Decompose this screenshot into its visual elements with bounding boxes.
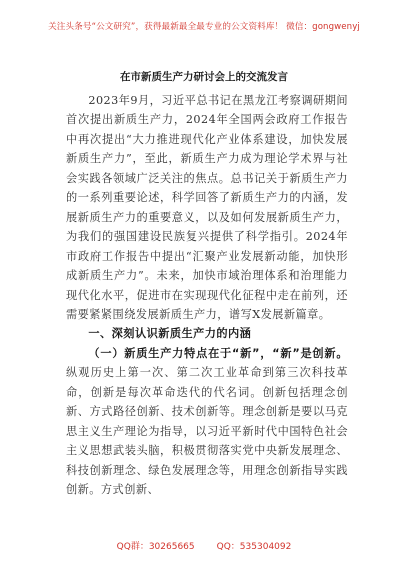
document-title: 在市新质生产力研讨会上的交流发言: [120, 71, 288, 83]
subsection-paragraph: [66, 344, 348, 500]
section-heading: 一、深刻认识新质生产力的内涵: [88, 327, 252, 341]
qq-contact-text: QQ：535304092: [216, 542, 292, 552]
top-banner: 关注头条号“公文研究”，获得最新最全最专业的公文资料库！ 微信：gongwenyj: [48, 22, 360, 32]
subsection-lead: （一）新质生产力特点在于“新”，“新”是创新。: [88, 346, 348, 360]
qq-group-text: QQ群：30265665: [116, 542, 195, 552]
intro-paragraph: 2023年9月，习近平总书记在黑龙江考察调研期间首次提出新质生产力，2024年全国两会政府工作报告中再次提出“大力推进现代化产业体系建设，加快发展新质生产力”，至此，新质生产力成为理论学术界与社会实践各领域广泛关注的焦点。总书记关于新质生产力的一系列重要论述，科学回答了新质生产力的内涵，发展新质生产力的重要意义，以及如何发展新质生产力，为我们的强国建设民族复兴提供了科学指引。2024年市政府工作报告中提出“汇聚产业发展新动能，加快形成新质生产力”。未来，加快市域治理体系和治理能力现代化水平，促进市在实现现代化征程中走在前列，还需要紧紧围绕发展新质生产力，谱写X发展新篇章。: [66, 94, 348, 321]
contact-footer: [0, 539, 408, 552]
subsection-body: 纵观历史上第一次、第二次工业革命到第三次科技革命，创新是每次革命迭代的代名词。创新包括理念创新、方式路径创新、技术创新等。理念创新是要以马克思主义生产理论为指导，以习近平新时代中国特色社会主义思想武装头脑，积极贯彻落实党中央新发展理念、科技创新理念、绿色发展理念等，用理念创新指导实践创新。方式创新、: [66, 366, 348, 497]
document-body: [66, 91, 348, 500]
